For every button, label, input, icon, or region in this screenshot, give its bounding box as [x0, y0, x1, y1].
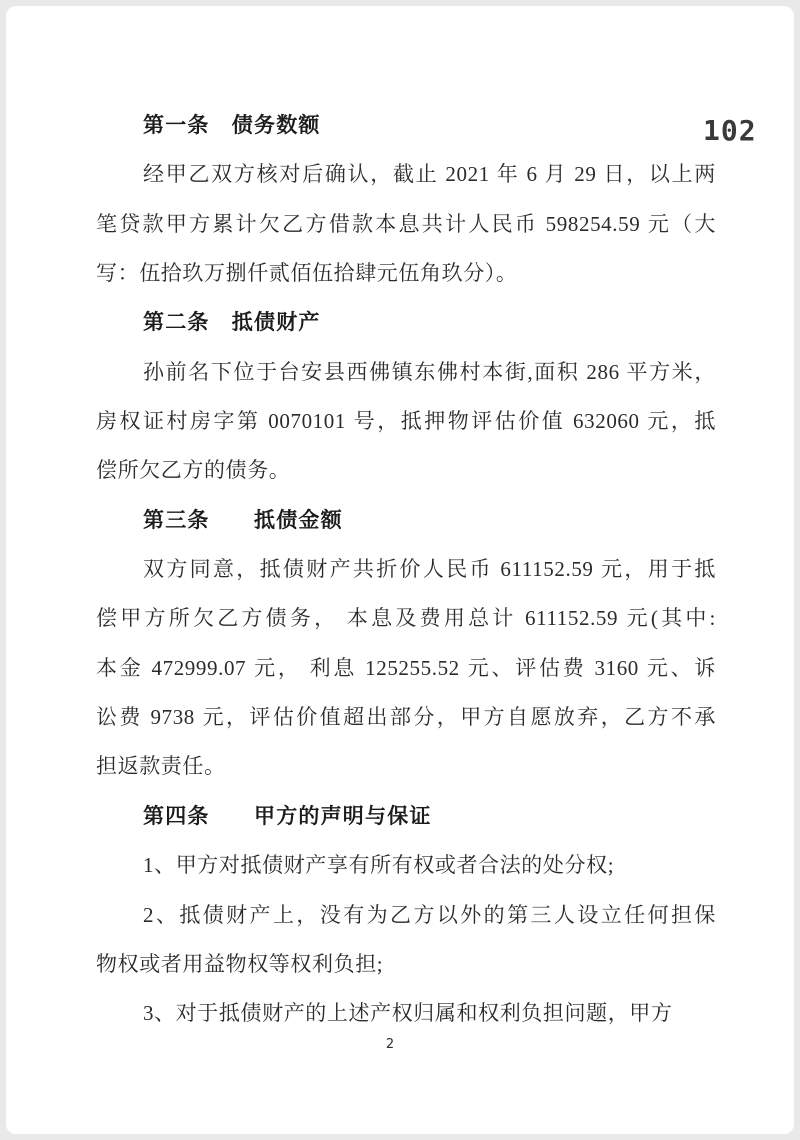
contract-text-line: 写：伍拾玖万捌仟贰佰伍拾肆元伍角玖分）。: [96, 261, 518, 286]
bates-stamp-number: 102: [703, 114, 757, 147]
list-item-line: 2、抵债财产上，没有为乙方以外的第三人设立任何担保: [143, 902, 716, 927]
contract-text-line: 笔贷款甲方累计欠乙方借款本息共计人民币 598254.59 元（大: [96, 211, 716, 236]
contract-text-line: 讼费 9738 元，评估价值超出部分，甲方自愿放弃，乙方不承: [96, 705, 716, 730]
article-2-heading: 第二条 抵债财产: [143, 310, 321, 335]
scanned-contract-page: [6, 6, 794, 1134]
contract-text-line: 孙前名下位于台安县西佛镇东佛村本街,面积 286 平方米，: [143, 359, 716, 384]
list-item-line: 1、甲方对抵债财产享有所有权或者合法的处分权;: [143, 853, 615, 878]
contract-text-line: 偿甲方所欠乙方债务， 本息及费用总计 611152.59 元(其中:: [96, 606, 716, 631]
contract-body: [96, 101, 716, 1039]
article-4-heading: 第四条 甲方的声明与保证: [143, 803, 432, 828]
page-number: 2: [385, 1037, 395, 1052]
contract-text-line: 本金 472999.07 元， 利息 125255.52 元、评估费 3160 元、诉: [96, 655, 716, 680]
list-item-line: 3、对于抵债财产的上述产权归属和权利负担问题，甲方: [143, 1001, 673, 1026]
article-3-heading: 第三条 抵债金额: [143, 507, 343, 532]
contract-text-line: 偿所欠乙方的债务。: [96, 458, 291, 483]
article-1-heading: 第一条 债务数额: [143, 113, 321, 137]
list-item-line: 物权或者用益物权等权利负担;: [96, 951, 384, 976]
contract-text-line: 担返款责任。: [96, 754, 226, 779]
contract-text-line: 房权证村房字第 0070101 号，抵押物评估价值 632060 元，抵: [96, 409, 716, 434]
contract-text-line: 双方同意，抵债财产共折价人民币 611152.59 元，用于抵: [143, 557, 716, 582]
contract-text-line: 经甲乙双方核对后确认，截止 2021 年 6 月 29 日，以上两: [143, 162, 716, 187]
